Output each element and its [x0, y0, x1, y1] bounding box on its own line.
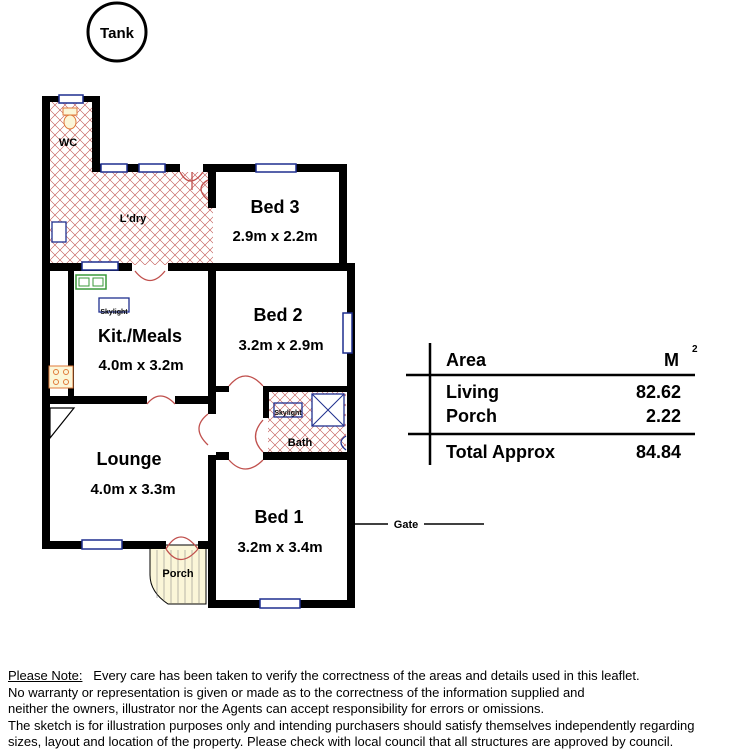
- lounge-dims: 4.0m x 3.3m: [90, 481, 176, 498]
- bed3-dims: 2.9m x 2.2m: [232, 228, 318, 245]
- area-row-porch-value: 2.22: [645, 406, 681, 426]
- area-row-living-value: 82.62: [635, 382, 681, 402]
- door-kitchen: [135, 271, 165, 281]
- lounge-label: Lounge: [96, 449, 162, 469]
- laundry-tub-icon: [52, 222, 66, 242]
- area-header-unit: M: [664, 350, 679, 370]
- laundry-label: L'dry: [119, 213, 147, 225]
- gate-label: Gate: [393, 519, 419, 531]
- tank-label: Tank: [100, 25, 134, 42]
- disclaimer-line-3: neither the owners, illustrator nor the Agents can accept responsibility for errors or omissions.: [8, 701, 545, 716]
- toilet-icon: [63, 108, 77, 129]
- bed1-dims: 3.2m x 3.4m: [237, 539, 323, 556]
- window-wc: [59, 95, 83, 103]
- sink-icon: [76, 275, 106, 289]
- door-bath: [256, 420, 264, 452]
- bed2-label: Bed 2: [253, 305, 303, 325]
- window-kitchen: [82, 262, 118, 270]
- fireplace-icon: [50, 408, 74, 438]
- disclaimer-line-2: No warranty or representation is given or made as to the correctness of the information supplied and: [8, 684, 585, 700]
- area-row-porch-label: Porch: [446, 406, 498, 426]
- bed1-label: Bed 1: [254, 507, 304, 527]
- bath-label: Bath: [287, 437, 313, 449]
- disclaimer-line-5: sizes, layout and location of the property. Please check with local council that all structures are approved by council.: [8, 734, 674, 749]
- bath-skylight-label: Skylight: [274, 410, 302, 417]
- area-header-label: Area: [446, 350, 487, 370]
- wc-label: WC: [58, 137, 78, 149]
- disclaimer-line-1: [8, 668, 748, 685]
- tank: [88, 3, 146, 61]
- disclaimer-text-1: Every care has been taken to verify the correctness of the areas and details used in this leaflet.: [93, 668, 640, 683]
- disclaimer-line-4: The sketch is for illustration purposes only and intending purchasers should satisfy themselves independently regarding: [8, 717, 695, 733]
- kitchen-dims: 4.0m x 3.2m: [98, 357, 184, 374]
- disclaimer: [8, 668, 748, 751]
- door-lounge-hall: [199, 414, 208, 445]
- window-lounge: [82, 540, 122, 549]
- window-bed1: [260, 599, 300, 608]
- gate: [355, 519, 484, 531]
- porch-label: Porch: [162, 568, 194, 580]
- disclaimer-heading: Please Note:: [8, 668, 83, 683]
- kitchen-label: Kit./Meals: [97, 326, 183, 346]
- window-bed3: [256, 164, 296, 172]
- bed2-dims: 3.2m x 2.9m: [238, 337, 324, 354]
- area-table: [406, 343, 698, 465]
- door-bed2: [229, 376, 263, 386]
- bed3-label: Bed 3: [250, 197, 300, 217]
- kitchen-skylight-label: Skylight: [100, 309, 128, 316]
- window-laundry-1: [101, 164, 127, 172]
- stove-icon: [49, 366, 73, 388]
- area-total-value: 84.84: [635, 442, 681, 462]
- shower-icon: [312, 394, 344, 426]
- area-total-label: Total Approx: [446, 442, 555, 462]
- area-header-unit-sup: 2: [692, 344, 698, 355]
- area-row-living-label: Living: [446, 382, 499, 402]
- window-laundry-2: [139, 164, 165, 172]
- window-bed2: [343, 313, 352, 353]
- door-bed1: [229, 460, 263, 469]
- door-kitchen-lounge: [147, 396, 175, 404]
